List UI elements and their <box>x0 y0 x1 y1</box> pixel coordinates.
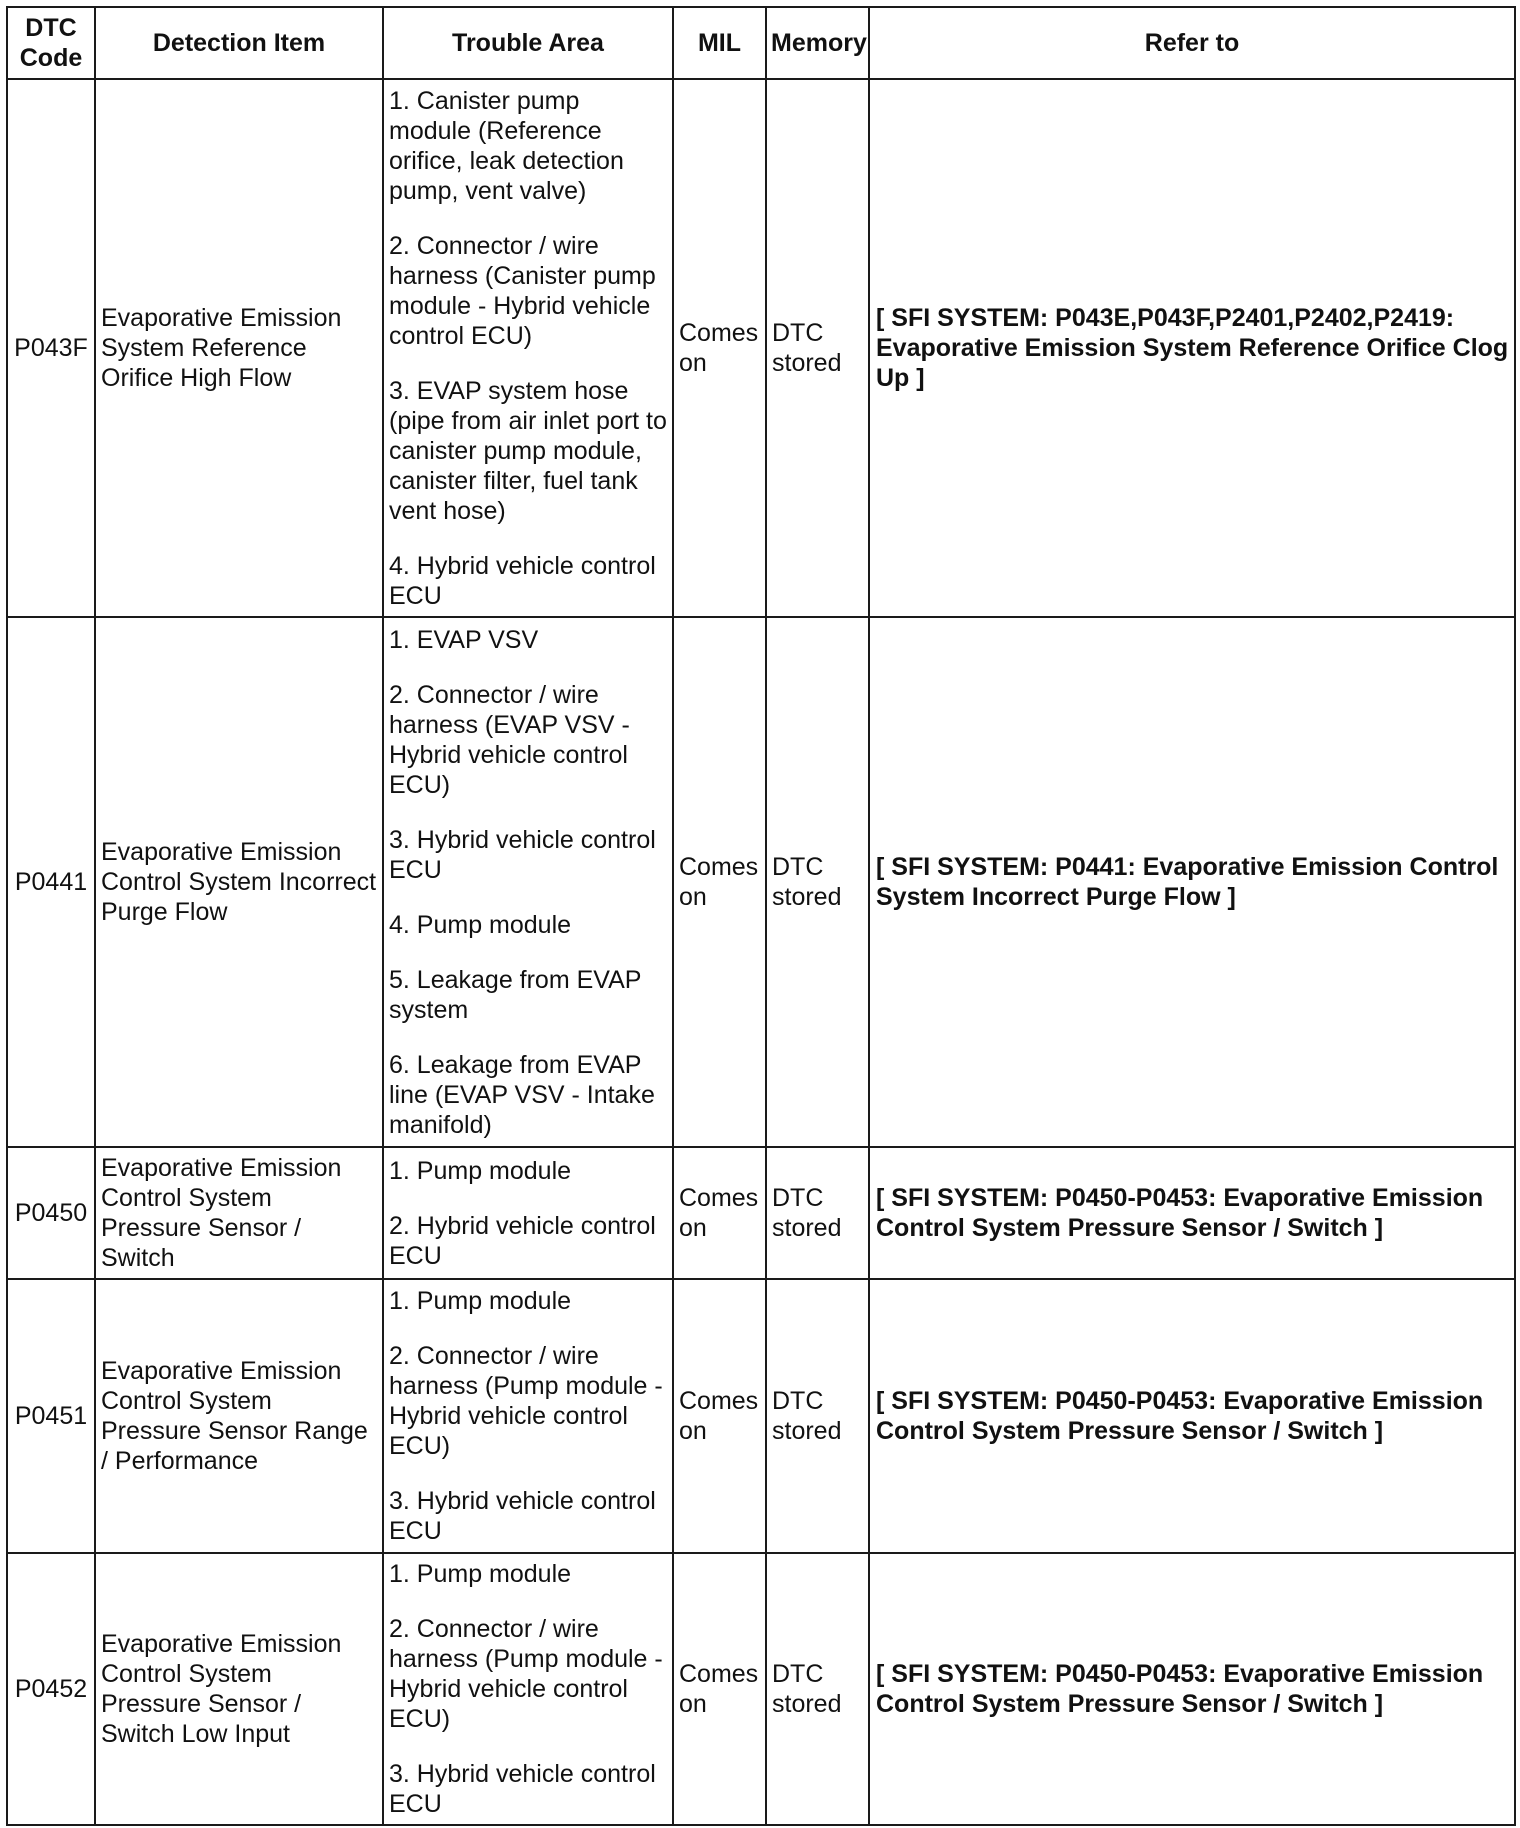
trouble-area-cell <box>383 1147 673 1279</box>
trouble-area-item: 2. Hybrid vehicle control ECU <box>389 1211 656 1270</box>
memory-cell: DTC stored <box>766 1147 869 1279</box>
trouble-area-item: 3. Hybrid vehicle control ECU <box>389 1487 656 1545</box>
trouble-area-cell <box>383 79 673 617</box>
dtc-code-cell: P0441 <box>7 617 95 1147</box>
table-row <box>7 79 1515 617</box>
refer-to-link[interactable]: [ SFI SYSTEM: P0441: Evaporative Emission Control System Incorrect Purge Flow ] <box>869 617 1515 1147</box>
header-dtc-code: DTC Code <box>7 7 95 79</box>
table-row <box>7 1279 1515 1553</box>
trouble-area-item: 6. Leakage from EVAP line (EVAP VSV - Intake manifold) <box>389 1050 655 1139</box>
mil-cell: Comes on <box>673 1279 766 1553</box>
memory-cell: DTC stored <box>766 1553 869 1825</box>
dtc-code-cell: P043F <box>7 79 95 617</box>
mil-cell: Comes on <box>673 79 766 617</box>
detection-item-cell: Evaporative Emission Control System Pressure Sensor / Switch Low Input <box>95 1553 383 1825</box>
mil-cell: Comes on <box>673 1147 766 1279</box>
refer-to-link[interactable]: [ SFI SYSTEM: P0450-P0453: Evaporative Emission Control System Pressure Sensor / Switch ] <box>869 1147 1515 1279</box>
trouble-area-item: 3. Hybrid vehicle control ECU <box>389 1760 656 1818</box>
mil-cell: Comes on <box>673 1553 766 1825</box>
table-row <box>7 617 1515 1147</box>
header-mil: MIL <box>673 7 766 79</box>
trouble-area-cell <box>383 617 673 1147</box>
dtc-code-cell: P0450 <box>7 1147 95 1279</box>
trouble-area-cell <box>383 1279 673 1553</box>
trouble-area-item: 5. Leakage from EVAP system <box>389 965 642 1024</box>
header-detection-item: Detection Item <box>95 7 383 79</box>
trouble-area-item: 1. EVAP VSV <box>389 625 539 654</box>
table-row <box>7 1147 1515 1279</box>
trouble-area-cell <box>383 1553 673 1825</box>
header-memory: Memory <box>766 7 869 79</box>
trouble-area-item: 2. Connector / wire harness (EVAP VSV - Hybrid vehicle control ECU) <box>389 680 630 799</box>
refer-to-link[interactable]: [ SFI SYSTEM: P0450-P0453: Evaporative Emission Control System Pressure Sensor / Switch ] <box>869 1553 1515 1825</box>
trouble-area-item: 4. Hybrid vehicle control ECU <box>389 551 656 610</box>
mil-cell: Comes on <box>673 617 766 1147</box>
trouble-area-item: 3. Hybrid vehicle control ECU <box>389 825 656 884</box>
header-trouble-area: Trouble Area <box>383 7 673 79</box>
memory-cell: DTC stored <box>766 1279 869 1553</box>
detection-item-cell: Evaporative Emission Control System Incorrect Purge Flow <box>95 617 383 1147</box>
memory-cell: DTC stored <box>766 617 869 1147</box>
dtc-code-cell: P0452 <box>7 1553 95 1825</box>
refer-to-link[interactable]: [ SFI SYSTEM: P0450-P0453: Evaporative Emission Control System Pressure Sensor / Switch ] <box>869 1279 1515 1553</box>
table-row <box>7 1553 1515 1825</box>
trouble-area-item: 1. Canister pump module (Reference orifice, leak detection pump, vent valve) <box>389 86 624 205</box>
table-header <box>7 7 1515 79</box>
header-refer-to: Refer to <box>869 7 1515 79</box>
trouble-area-item: 1. Pump module <box>389 1156 572 1185</box>
trouble-area-item: 3. EVAP system hose (pipe from air inlet port to canister pump module, canister filter, fuel tank vent hose) <box>389 376 667 525</box>
detection-item-cell: Evaporative Emission Control System Pressure Sensor Range / Performance <box>95 1279 383 1553</box>
trouble-area-item: 2. Connector / wire harness (Pump module - Hybrid vehicle control ECU) <box>389 1342 663 1460</box>
detection-item-cell: Evaporative Emission System Reference Orifice High Flow <box>95 79 383 617</box>
refer-to-link[interactable]: [ SFI SYSTEM: P043E,P043F,P2401,P2402,P2419: Evaporative Emission System Reference Orifice Clog Up ] <box>869 79 1515 617</box>
trouble-area-item: 2. Connector / wire harness (Pump module - Hybrid vehicle control ECU) <box>389 1615 663 1733</box>
table-body <box>7 79 1515 1825</box>
dtc-code-cell: P0451 <box>7 1279 95 1553</box>
dtc-table <box>6 6 1516 1826</box>
trouble-area-item: 1. Pump module <box>389 1287 572 1315</box>
trouble-area-item: 1. Pump module <box>389 1560 572 1588</box>
trouble-area-item: 4. Pump module <box>389 910 572 939</box>
header-row <box>7 7 1515 79</box>
detection-item-cell: Evaporative Emission Control System Pressure Sensor / Switch <box>95 1147 383 1279</box>
memory-cell: DTC stored <box>766 79 869 617</box>
trouble-area-item: 2. Connector / wire harness (Canister pump module - Hybrid vehicle control ECU) <box>389 231 656 350</box>
